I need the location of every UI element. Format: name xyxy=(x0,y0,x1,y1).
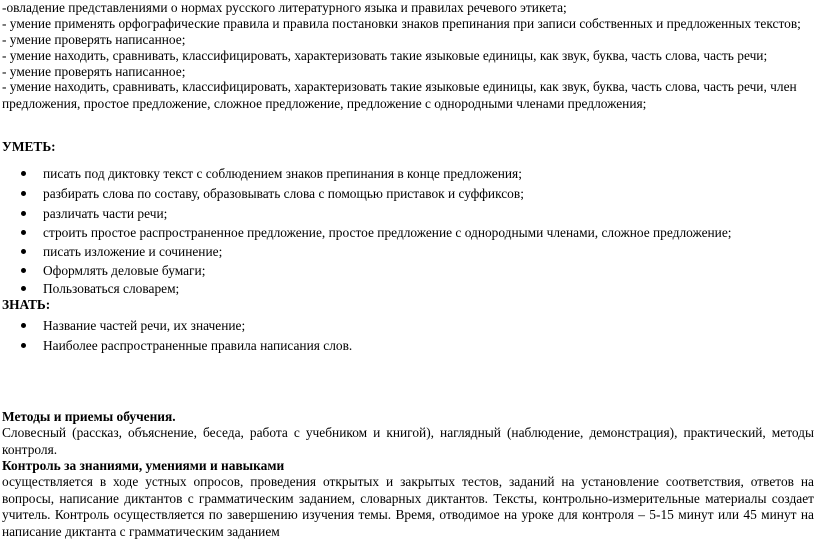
bullet-icon xyxy=(21,343,26,348)
umet-item-text: различать части речи; xyxy=(43,206,168,221)
bullet-icon xyxy=(21,286,26,291)
znat-item-text: Наиболее распространенные правила написания слов. xyxy=(43,338,353,353)
bullet-icon xyxy=(21,268,26,273)
bullet-icon xyxy=(21,323,26,328)
umet-item-text: Оформлять деловые бумаги; xyxy=(43,263,206,278)
bullet-icon xyxy=(21,191,26,196)
intro-line-3: - умение проверять написанное; xyxy=(2,32,186,47)
umet-item-text: строить простое распространенное предложение, простое предложение с однородными членами, сложное предложение; xyxy=(43,225,732,240)
bullet-icon xyxy=(21,230,26,235)
methods-text: Словесный (рассказ, объяснение, беседа, работа с учебником и книгой), наглядный (наблюдение, демонстрация), практический, методы контроля. xyxy=(2,425,814,457)
umet-item-text: писать под диктовку текст с соблюдением знаков препинания в конце предложения; xyxy=(43,166,522,181)
bullet-icon xyxy=(21,249,26,254)
bullet-icon xyxy=(21,211,26,216)
intro-line-2: - умение применять орфографические правила и правила постановки знаков препинания при записи собственных и предложенных текстов; xyxy=(2,16,801,31)
umet-item-text: писать изложение и сочинение; xyxy=(43,244,223,259)
bullet-icon xyxy=(21,171,26,176)
control-heading: Контроль за знаниями, умениями и навыками xyxy=(2,458,285,473)
intro-line-4: - умение находить, сравнивать, классифицировать, характеризовать такие языковые единицы, как звук, буква, часть слова, часть речи; xyxy=(2,48,768,63)
intro-line-1: -овладение представлениями о нормах русского литературного языка и правилах речевого этикета; xyxy=(2,0,567,15)
znat-heading: ЗНАТЬ: xyxy=(2,297,51,312)
methods-heading: Методы и приемы обучения. xyxy=(2,409,176,424)
intro-line-5: - умение проверять написанное; xyxy=(2,64,186,79)
control-text: осуществляется в ходе устных опросов, проведения открытых и закрытых тестов, заданий на установление соответствия, ответов на вопросы, написание диктантов с грамматическим заданием, словарных диктантов. Тексты, контрольно-измерительные материалы создает учитель. Контроль осуществляется по завершению изучения темы. Время, отводимое на уроке для контроля – 5-15 минут или 45 минут на написание диктанта с грамматическим заданием xyxy=(2,474,814,539)
intro-line-6: - умение находить, сравнивать, классифицировать, характеризовать такие языковые единицы, как звук, буква, часть слова, часть речи, член предложения, простое предложение, сложное предложение, предложение с однородными членами предложения; xyxy=(2,79,797,111)
umet-item-text: Пользоваться словарем; xyxy=(43,281,180,296)
umet-item-text: разбирать слова по составу, образовывать слова с помощью приставок и суффиксов; xyxy=(43,186,524,201)
umet-heading: УМЕТЬ: xyxy=(2,139,56,154)
znat-item-text: Название частей речи, их значение; xyxy=(43,318,246,333)
